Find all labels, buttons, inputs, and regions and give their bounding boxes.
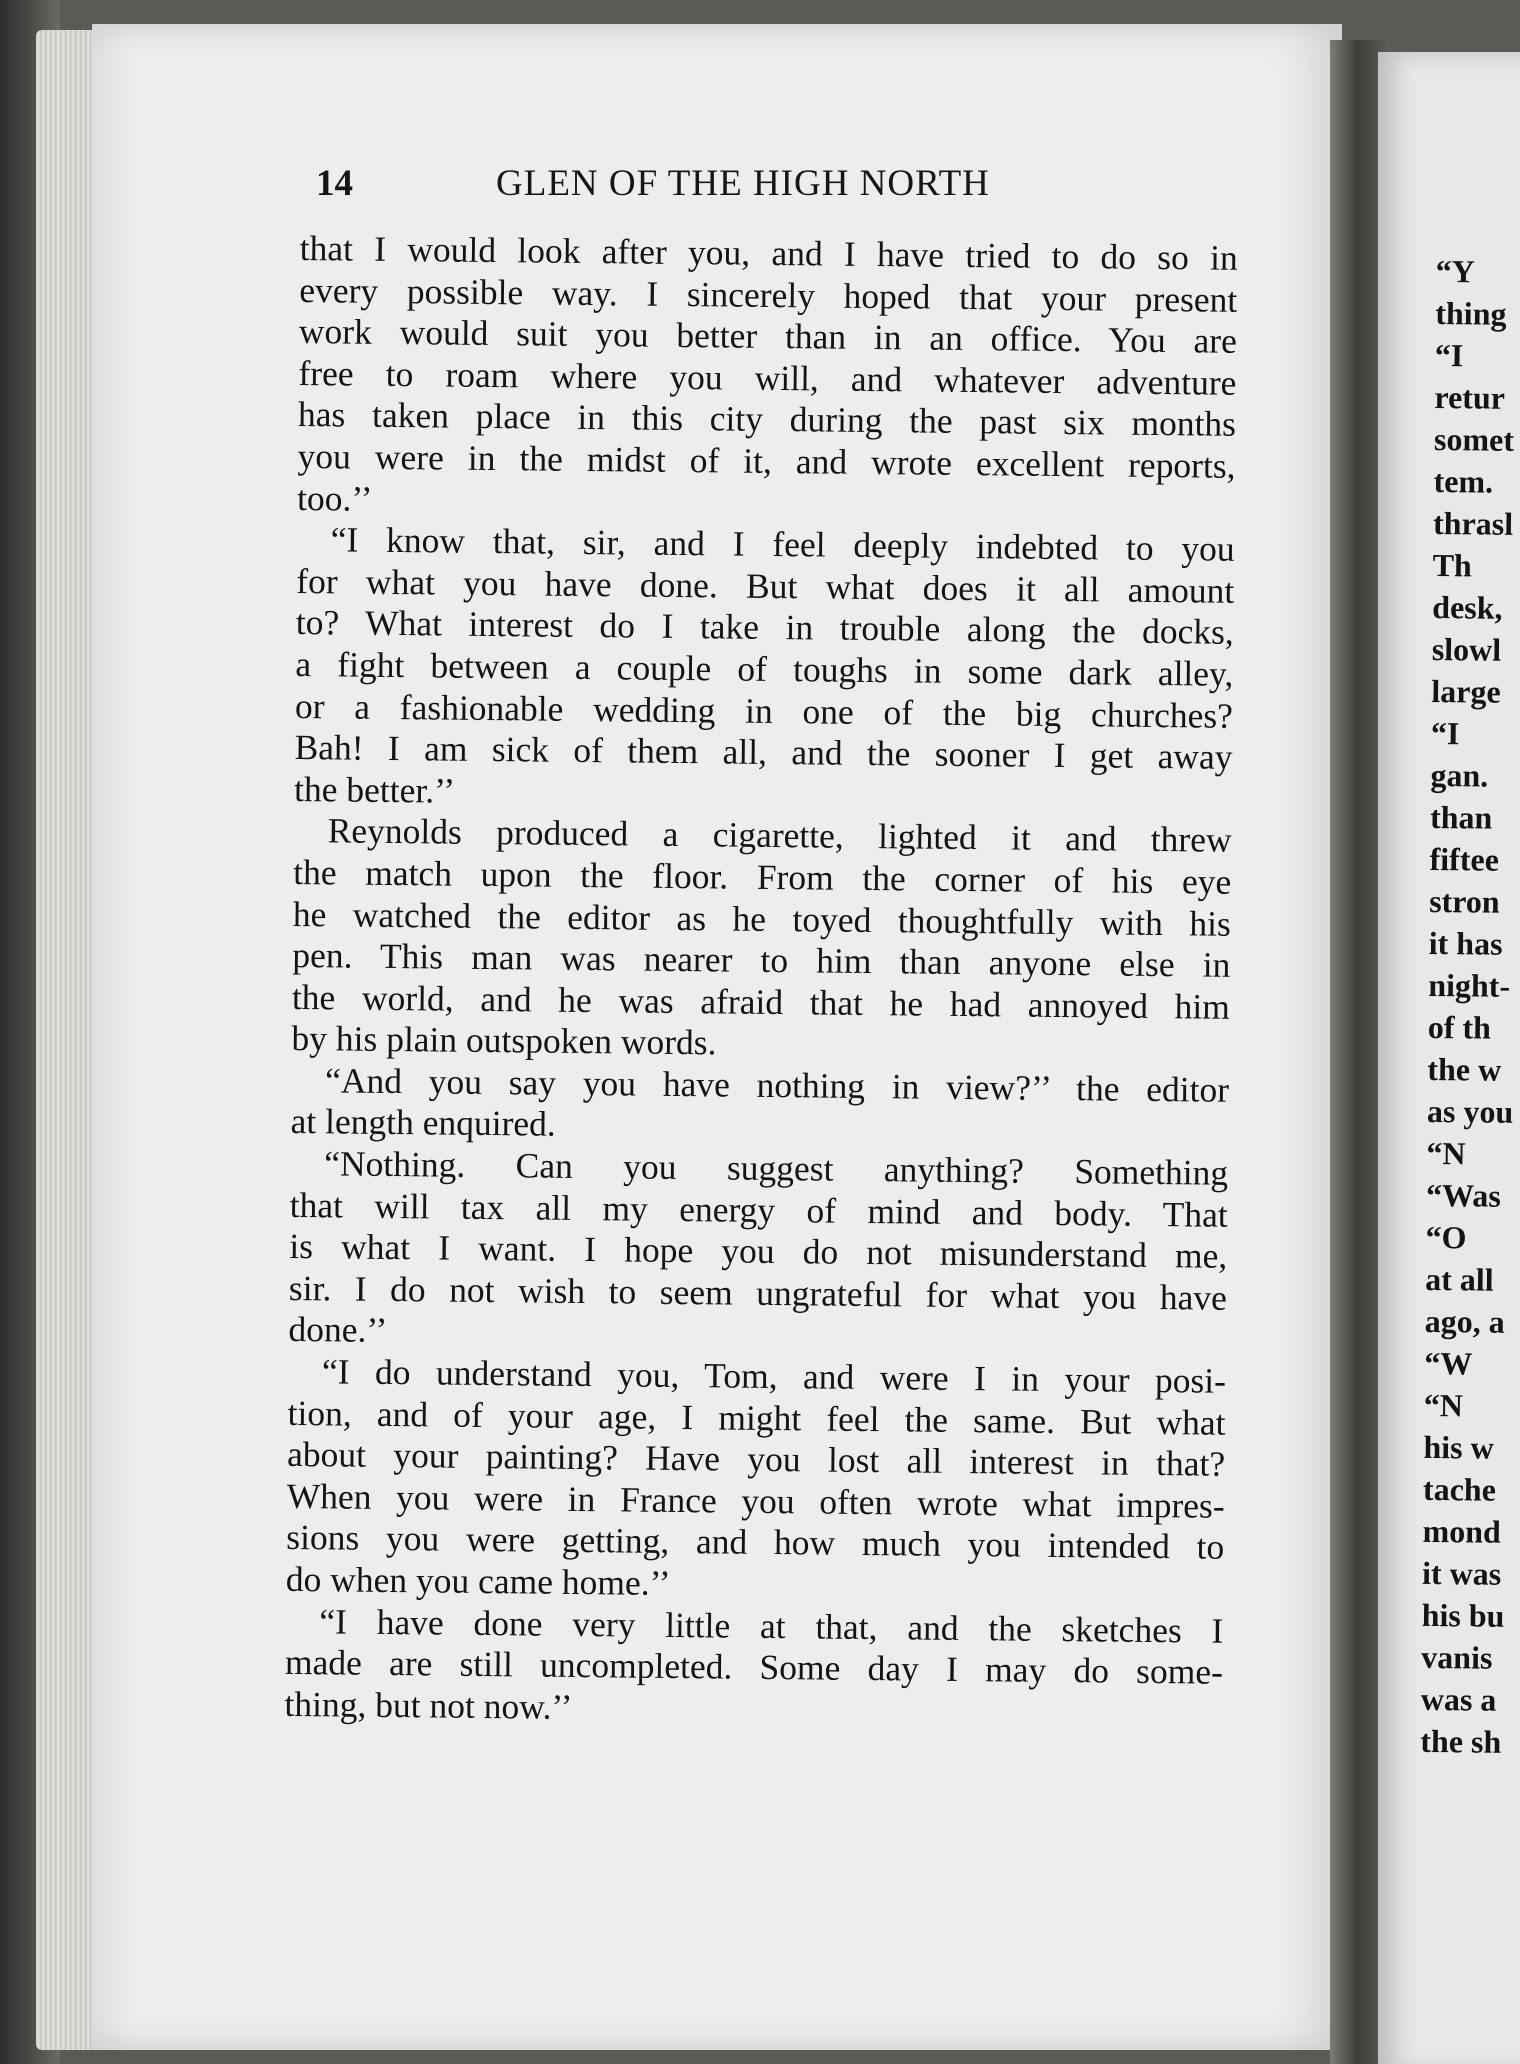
paragraph-3-line: the world, and he was afraid that he had annoyed him	[291, 976, 1231, 1027]
right-page-line-fragment: retur	[1434, 378, 1506, 416]
paragraph-1-line: that I would look after you, and I have tried to do so in	[299, 228, 1238, 278]
paragraph-6-line: “I do understand you, Tom, and were I in your posi-	[321, 1351, 1227, 1401]
right-page-line-fragment: at all	[1425, 1260, 1494, 1298]
right-page-line-fragment: night-	[1428, 966, 1511, 1004]
paragraph-3-line: pen. This man was nearer to him than anyone else in	[292, 935, 1231, 985]
right-page-line-fragment: thrasl	[1432, 504, 1514, 542]
right-page-line-fragment: was a	[1420, 1680, 1497, 1718]
page-number: 14	[316, 163, 353, 204]
right-page-line-fragment: Th	[1432, 546, 1473, 584]
right-page-line-fragment: ago, a	[1424, 1302, 1505, 1340]
right-page-line-fragment: the w	[1427, 1050, 1502, 1088]
right-page-line-fragment: tache	[1422, 1470, 1497, 1508]
right-page-line-fragment: than	[1429, 798, 1493, 836]
paragraph-1-line: you were in the midst of it, and wrote excellent reports,	[297, 435, 1236, 486]
paragraph-1-line: every possible way. I sincerely hoped that your present	[299, 269, 1238, 320]
right-page-line-fragment: his w	[1423, 1428, 1494, 1466]
paragraph-1-line: work would suit you better than in an office. You are	[298, 311, 1238, 362]
paragraph-4-line: “And you say you have nothing in view?’’ the editor	[324, 1060, 1230, 1110]
right-page-line-fragment: slowl	[1431, 630, 1502, 668]
right-page-text	[1420, 250, 1520, 1763]
paragraph-2-line: a fight between a couple of toughs in some dark alley,	[295, 643, 1234, 694]
right-page-line-fragment: thing	[1435, 294, 1507, 332]
right-page-line-fragment: of th	[1427, 1008, 1492, 1046]
paragraph-6-line: about your painting? Have you lost all interest in that?	[286, 1434, 1226, 1484]
right-page-line-fragment: “O	[1425, 1218, 1467, 1256]
right-page-line-fragment: tem.	[1433, 462, 1494, 500]
right-page-line-fragment: fiftee	[1429, 840, 1500, 878]
paragraph-3-line: he watched the editor as he toyed thoughtfully with his	[292, 893, 1231, 944]
right-page-line-fragment: stron	[1428, 882, 1500, 920]
paragraph-5-line: “Nothing. Can you suggest anything? Something	[323, 1143, 1229, 1193]
right-page-line-fragment: it was	[1421, 1554, 1502, 1592]
paragraph-2-line: for what you have done. But what does it all amount	[296, 560, 1235, 611]
paragraph-1-line: too.’’	[296, 477, 373, 519]
paragraph-3-line: Reynolds produced a cigarette, lighted it and threw	[327, 810, 1232, 861]
right-page-line-fragment: vanis	[1421, 1638, 1493, 1676]
right-page-line-fragment: desk,	[1432, 588, 1503, 626]
paragraph-1-line: free to roam where you will, and whatever adventure	[298, 352, 1237, 403]
paragraph-7-line: “I have done very little at that, and the sketches I	[319, 1600, 1224, 1651]
paragraph-2-line: “I know that, sir, and I feel deeply indebted to you	[330, 519, 1235, 569]
paragraph-5-line: done.’’	[288, 1309, 388, 1351]
body-text	[284, 228, 1238, 1735]
paragraph-6-line: When you were in France you often wrote what impres-	[286, 1475, 1225, 1526]
right-page-line-fragment: large	[1431, 672, 1501, 710]
paragraph-4-line: at length enquired.	[290, 1101, 557, 1145]
right-page-line-fragment: “N	[1426, 1134, 1466, 1172]
right-page-line-fragment: gan.	[1430, 756, 1489, 794]
paragraph-2-line: Bah! I am sick of them all, and the sooner I get away	[294, 727, 1233, 777]
right-page-line-fragment: “W	[1424, 1344, 1473, 1382]
right-page-line-fragment: his bu	[1421, 1596, 1505, 1634]
paragraph-3-line: the match upon the floor. From the corner of his eye	[293, 851, 1232, 902]
right-page-line-fragment: “N	[1423, 1386, 1464, 1424]
right-page-line-fragment: “I	[1430, 714, 1460, 752]
right-page-line-fragment: “Y	[1435, 252, 1476, 290]
paragraph-2-line: the better.’’	[293, 768, 456, 811]
right-page-line-fragment: somet	[1433, 420, 1515, 458]
paragraph-5-line: that will tax all my energy of mind and body. That	[289, 1184, 1228, 1235]
paragraph-5-line: sir. I do not wish to seem ungrateful for what you have	[288, 1267, 1228, 1318]
right-page-line-fragment: it has	[1428, 924, 1503, 962]
paragraph-2-line: or a fashionable wedding in one of the big churches?	[294, 685, 1234, 736]
right-page-line-fragment: “I	[1434, 336, 1464, 374]
right-page-line-fragment: as you	[1426, 1092, 1514, 1130]
right-page-line-fragment: “Was	[1425, 1176, 1501, 1214]
right-page-line-fragment: the sh	[1420, 1722, 1502, 1760]
paragraph-7-line: made are still uncompleted. Some day I may do some-	[284, 1642, 1224, 1692]
right-page-line-fragment: mond	[1422, 1512, 1502, 1550]
paragraph-7-line: thing, but not now.’’	[284, 1683, 573, 1727]
running-title: GLEN OF THE HIGH NORTH	[496, 163, 990, 204]
paragraph-6-line: sions you were getting, and how much you intended to	[286, 1517, 1225, 1568]
paragraph-3-line: by his plain outspoken words.	[291, 1018, 717, 1063]
paragraph-6-line: do when you came home.’’	[285, 1558, 671, 1603]
paragraph-2-line: to? What interest do I take in trouble along the docks,	[295, 602, 1235, 653]
paragraph-6-line: tion, and of your age, I might feel the same. But what	[287, 1392, 1226, 1443]
paragraph-1-line: has taken place in this city during the past six months	[297, 394, 1237, 445]
page-header	[316, 162, 1066, 212]
paragraph-5-line: is what I want. I hope you do not misunderstand me,	[289, 1226, 1228, 1277]
